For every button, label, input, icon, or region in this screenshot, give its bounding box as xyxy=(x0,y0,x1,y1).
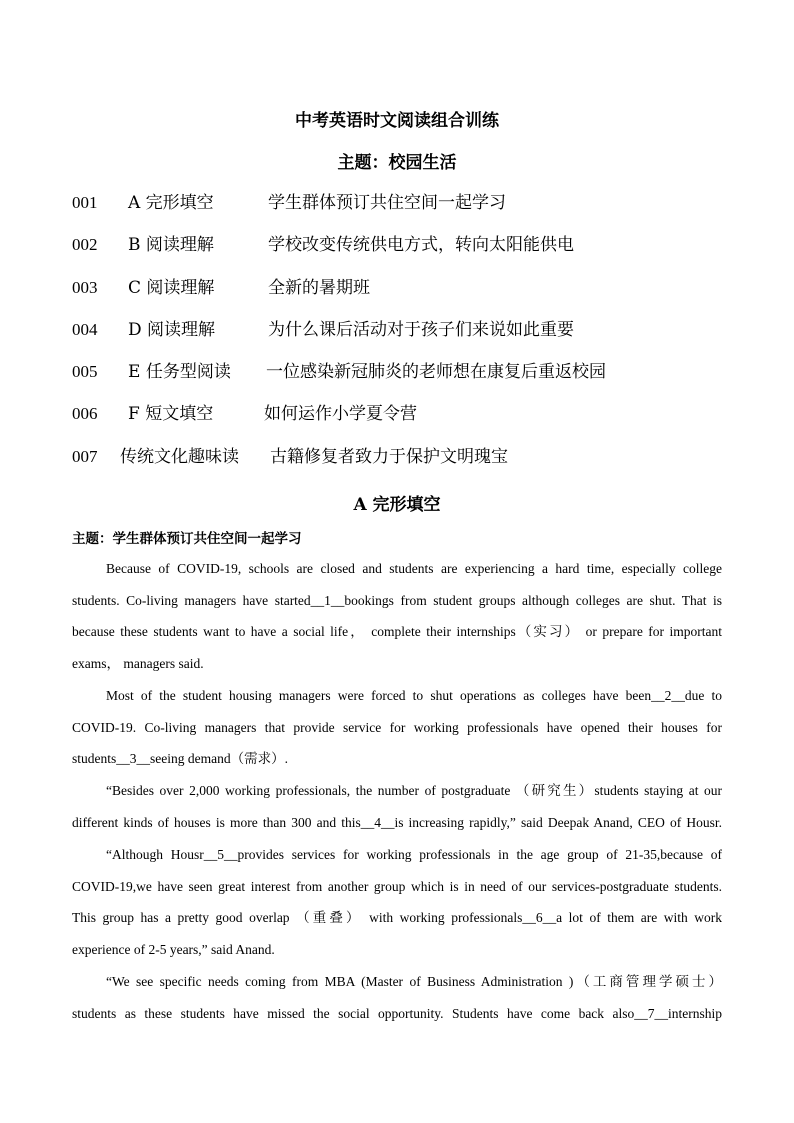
passage-line: students. Co-living managers have started__1__bookings from student groups although colleges are shut. That is xyxy=(72,593,722,608)
section-title: A 完形填空 xyxy=(353,495,441,515)
toc-type: 传统文化趣味读 xyxy=(120,447,239,467)
passage-line: exams， managers said. xyxy=(72,656,204,671)
section-topic: 主题：学生群体预订共住空间一起学习 xyxy=(72,531,302,547)
passage-line: COVID-19. Co-living managers that provide service for working professionals have opened their houses for xyxy=(72,720,722,735)
toc-number: 004 xyxy=(72,320,98,339)
document-subtitle: 主题：校园生活 xyxy=(337,153,457,173)
toc-number: 002 xyxy=(72,235,98,254)
toc-type: F 短文填空 xyxy=(128,404,214,424)
passage-line: experience of 2-5 years,” said Anand. xyxy=(72,942,275,957)
passage-line: “We see specific needs coming from MBA (Master of Business Administration )（工商管理学硕士） xyxy=(106,974,722,989)
toc-type: A 完形填空 xyxy=(128,193,214,213)
toc-number: 003 xyxy=(72,278,98,297)
toc-type: E 任务型阅读 xyxy=(128,362,231,382)
toc-topic: 如何运作小学夏令营 xyxy=(264,404,417,424)
toc-number: 005 xyxy=(72,362,98,381)
passage-line: students__3__seeing demand（需求）. xyxy=(72,751,288,766)
passage-line: Most of the student housing managers were forced to shut operations as colleges have been__2__due to xyxy=(106,688,722,703)
passage-line: This group has a pretty good overlap （重叠） with working professionals__6__a lot of them are with work xyxy=(72,910,722,925)
passage-line: different kinds of houses is more than 300 and this__4__is increasing rapidly,” said Deepak Anand, CEO of Housr. xyxy=(72,815,722,830)
toc-topic: 学校改变传统供电方式，转向太阳能供电 xyxy=(268,235,574,255)
document-title: 中考英语时文阅读组合训练 xyxy=(295,111,499,131)
toc-topic: 学生群体预订共住空间一起学习 xyxy=(268,193,506,213)
toc-type: C 阅读理解 xyxy=(128,278,215,298)
toc-topic: 为什么课后活动对于孩子们来说如此重要 xyxy=(268,320,574,340)
toc-topic: 一位感染新冠肺炎的老师想在康复后重返校园 xyxy=(266,362,606,382)
passage-line: “Although Housr__5__provides services for working professionals in the age group of 21-35,because of xyxy=(106,847,722,862)
passage-line: students as these students have missed the social opportunity. Students have come back also__7__internship xyxy=(72,1006,722,1021)
toc-number: 006 xyxy=(72,404,98,423)
toc-topic: 古籍修复者致力于保护文明瑰宝 xyxy=(270,447,508,467)
passage-line: COVID-19,we have seen great interest from another group which is in need of our services-postgraduate students. xyxy=(72,879,722,894)
toc-topic: 全新的暑期班 xyxy=(268,278,370,298)
passage-line: Because of COVID-19, schools are closed and students are experiencing a hard time, especially college xyxy=(106,561,722,576)
toc-type: B 阅读理解 xyxy=(128,235,214,255)
passage-line: because these students want to have a social life， complete their internships（实习） or prepare for important xyxy=(72,624,722,639)
passage-line: “Besides over 2,000 working professionals, the number of postgraduate （研究生）students staying at our xyxy=(106,783,722,798)
toc-type: D 阅读理解 xyxy=(128,320,216,340)
toc-number: 007 xyxy=(72,447,98,466)
toc-number: 001 xyxy=(72,193,98,212)
